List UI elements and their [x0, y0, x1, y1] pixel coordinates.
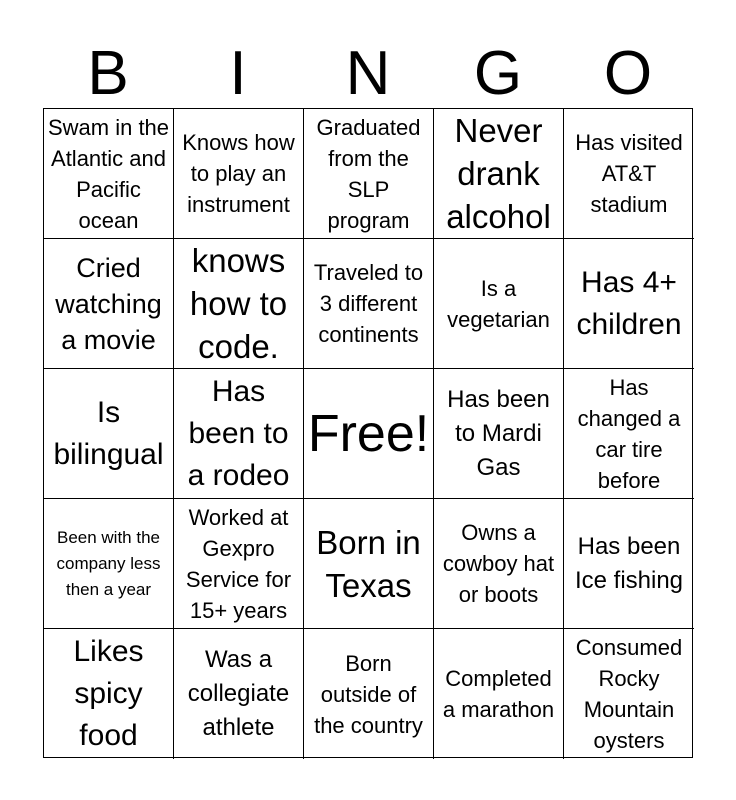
cell-text: Has been to a rodeo — [187, 374, 290, 492]
bingo-cell-25[interactable] — [564, 629, 694, 759]
bingo-cell-7[interactable] — [174, 239, 304, 369]
cell-text: knows how to code. — [189, 242, 288, 365]
cell-text: Been with the company less then a year — [56, 527, 161, 599]
header-letter-o: O — [603, 39, 653, 108]
bingo-cell-19[interactable] — [434, 499, 564, 629]
bingo-cell-24[interactable] — [434, 629, 564, 759]
header-letter-i: I — [229, 39, 247, 108]
bingo-cell-5[interactable] — [564, 109, 694, 239]
cell-text: Free! — [307, 404, 430, 463]
bingo-cell-21[interactable] — [44, 629, 174, 759]
cell-text: Consumed Rocky Mountain oysters — [575, 635, 683, 753]
cell-text: Is a vegetarian — [447, 275, 550, 332]
bingo-cell-11[interactable] — [44, 369, 174, 499]
cell-text: Born outside of the country — [314, 650, 423, 738]
bingo-cell-2[interactable] — [174, 109, 304, 239]
bingo-cell-18[interactable] — [304, 499, 434, 629]
bingo-cell-free[interactable] — [304, 369, 434, 499]
cell-text: Born in Texas — [316, 523, 421, 604]
bingo-cell-8[interactable] — [304, 239, 434, 369]
cell-text: Graduated from the SLP program — [316, 114, 421, 233]
bingo-cell-4[interactable] — [434, 109, 564, 239]
bingo-board — [43, 108, 693, 758]
bingo-cell-6[interactable] — [44, 239, 174, 369]
cell-text: Has changed a car tire before — [577, 374, 681, 493]
cell-text: Has visited AT&T stadium — [575, 130, 683, 217]
cell-text: Never drank alcohol — [446, 112, 551, 235]
cell-text: Knows how to play an instrument — [182, 130, 295, 217]
cell-text: Likes spicy food — [73, 635, 144, 752]
bingo-cell-3[interactable] — [304, 109, 434, 239]
header-letter-g: G — [473, 39, 523, 108]
bingo-cell-1[interactable] — [44, 109, 174, 239]
bingo-cell-9[interactable] — [434, 239, 564, 369]
cell-text: Is bilingual — [53, 395, 164, 471]
bingo-cell-20[interactable] — [564, 499, 694, 629]
cell-text: Has been to Mardi Gas — [447, 385, 550, 481]
bingo-cell-15[interactable] — [564, 369, 694, 499]
header-letter-n: N — [345, 39, 391, 108]
cell-text: Worked at Gexpro Service for 15+ years — [185, 504, 292, 623]
cell-text: Has been Ice fishing — [574, 532, 684, 594]
bingo-cell-23[interactable] — [304, 629, 434, 759]
bingo-cell-14[interactable] — [434, 369, 564, 499]
bingo-cell-10[interactable] — [564, 239, 694, 369]
bingo-cell-22[interactable] — [174, 629, 304, 759]
cell-text: Traveled to 3 different continents — [313, 260, 424, 347]
bingo-cell-16[interactable] — [44, 499, 174, 629]
header-letter-b: B — [87, 39, 129, 108]
cell-text: Cried watching a movie — [55, 252, 162, 355]
cell-text: Swam in the Atlantic and Pacific ocean — [47, 114, 170, 233]
cell-text: Completed a marathon — [442, 666, 555, 722]
cell-text: Owns a cowboy hat or boots — [442, 520, 555, 607]
cell-text: Has 4+ children — [576, 265, 682, 341]
bingo-header — [43, 40, 693, 108]
bingo-cell-12[interactable] — [174, 369, 304, 499]
bingo-cell-17[interactable] — [174, 499, 304, 629]
cell-text: Was a collegiate athlete — [187, 646, 290, 741]
